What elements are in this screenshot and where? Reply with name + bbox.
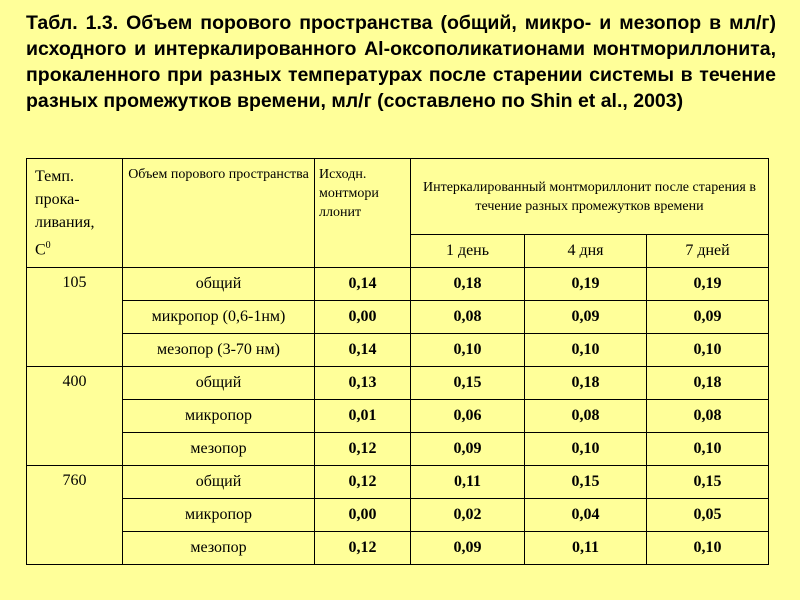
day4-value-cell: 0,19	[525, 268, 647, 301]
pore-type-cell: мезопор	[123, 532, 315, 565]
header-temp-line-2: прока-	[35, 191, 80, 208]
header-day-1: 1 день	[411, 235, 525, 268]
day1-value-cell: 0,10	[411, 334, 525, 367]
day4-value-cell: 0,10	[525, 334, 647, 367]
day7-value-cell: 0,05	[647, 499, 769, 532]
header-row-1	[27, 159, 769, 235]
header-temp-line-3: ливания,	[35, 214, 95, 231]
pore-type-cell: микропор	[123, 499, 315, 532]
day7-value-cell: 0,18	[647, 367, 769, 400]
original-value-cell: 0,13	[315, 367, 411, 400]
original-value-cell: 0,12	[315, 433, 411, 466]
day1-value-cell: 0,06	[411, 400, 525, 433]
pore-type-cell: общий	[123, 268, 315, 301]
temperature-cell: 105	[27, 268, 123, 367]
pore-type-cell: микропор (0,6-1нм)	[123, 301, 315, 334]
table-caption: Табл. 1.3. Объем порового пространства (общий, микро- и мезопор в мл/г) исходного и интеркалированного Al-оксополикатионами монтмориллонита, прокаленного при разных температурах после старении системы в течение разных промежутков времени, мл/г (составлено по Shin et al., 2003)	[26, 12, 776, 112]
original-value-cell: 0,12	[315, 532, 411, 565]
pore-type-cell: мезопор	[123, 433, 315, 466]
day1-value-cell: 0,15	[411, 367, 525, 400]
header-temp-unit: С	[35, 241, 46, 259]
header-pore-volume: Объем порового пространства	[123, 159, 315, 268]
table-row	[27, 301, 769, 334]
day4-value-cell: 0,08	[525, 400, 647, 433]
header-original: Исходн. монтмори ллонит	[315, 159, 411, 268]
header-temp-line-1: Темп.	[35, 168, 74, 185]
table-row	[27, 334, 769, 367]
pore-type-cell: мезопор (3-70 нм)	[123, 334, 315, 367]
original-value-cell: 0,00	[315, 499, 411, 532]
day4-value-cell: 0,04	[525, 499, 647, 532]
pore-type-cell: общий	[123, 466, 315, 499]
day7-value-cell: 0,15	[647, 466, 769, 499]
table-row	[27, 268, 769, 301]
day7-value-cell: 0,08	[647, 400, 769, 433]
pore-type-cell: общий	[123, 367, 315, 400]
header-temperature	[27, 159, 123, 268]
day7-value-cell: 0,10	[647, 532, 769, 565]
table-row	[27, 532, 769, 565]
day7-value-cell: 0,19	[647, 268, 769, 301]
table-row	[27, 433, 769, 466]
day1-value-cell: 0,02	[411, 499, 525, 532]
header-day-4: 4 дня	[525, 235, 647, 268]
day4-value-cell: 0,11	[525, 532, 647, 565]
temperature-cell: 400	[27, 367, 123, 466]
day7-value-cell: 0,10	[647, 433, 769, 466]
day1-value-cell: 0,09	[411, 433, 525, 466]
original-value-cell: 0,00	[315, 301, 411, 334]
original-value-cell: 0,01	[315, 400, 411, 433]
day4-value-cell: 0,09	[525, 301, 647, 334]
day4-value-cell: 0,15	[525, 466, 647, 499]
day4-value-cell: 0,18	[525, 367, 647, 400]
pore-volume-table	[26, 158, 769, 565]
table-row	[27, 400, 769, 433]
day4-value-cell: 0,10	[525, 433, 647, 466]
table-row	[27, 499, 769, 532]
table-row	[27, 466, 769, 499]
day1-value-cell: 0,09	[411, 532, 525, 565]
day1-value-cell: 0,18	[411, 268, 525, 301]
day1-value-cell: 0,11	[411, 466, 525, 499]
temperature-cell: 760	[27, 466, 123, 565]
day7-value-cell: 0,09	[647, 301, 769, 334]
day7-value-cell: 0,10	[647, 334, 769, 367]
header-intercalated: Интеркалированный монтмориллонит после старения в течение разных промежутков времени	[411, 159, 769, 235]
original-value-cell: 0,14	[315, 268, 411, 301]
header-day-7: 7 дней	[647, 235, 769, 268]
header-temp-unit-degree: 0	[45, 240, 51, 251]
day1-value-cell: 0,08	[411, 301, 525, 334]
table-row	[27, 367, 769, 400]
pore-type-cell: микропор	[123, 400, 315, 433]
original-value-cell: 0,14	[315, 334, 411, 367]
original-value-cell: 0,12	[315, 466, 411, 499]
